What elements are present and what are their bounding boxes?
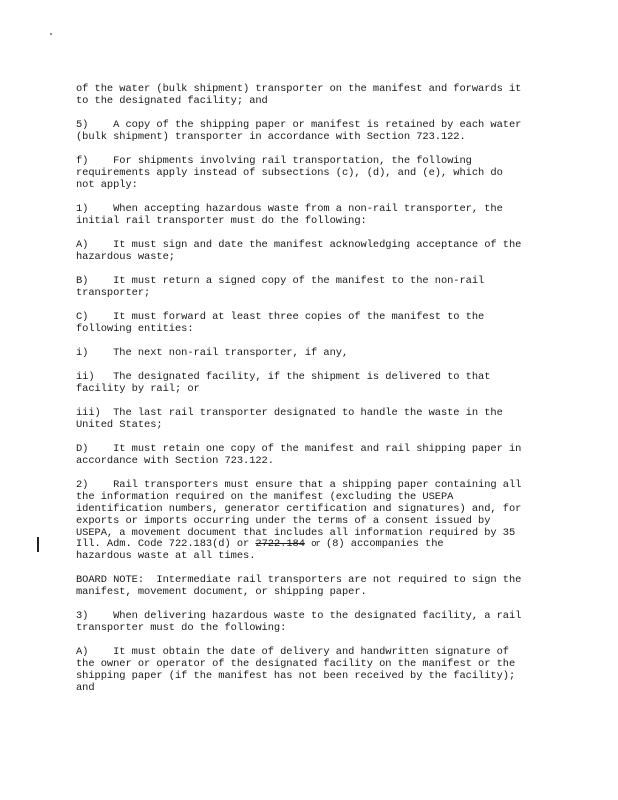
struck-text: 2722.184 <box>255 538 305 550</box>
paragraph-5: 5) A copy of the shipping paper or manifest is retained by each water (bulk shipment) transporter in accordance with Section 723.122. <box>76 119 522 143</box>
board-note: BOARD NOTE: Intermediate rail transporters are not required to sign the manifest, movement document, or shipping paper. <box>76 574 522 598</box>
paragraph-f-2: 2) Rail transporters must ensure that a shipping paper containing all the information required on the manifest (excluding the USEPA identification numbers, generator certification and signatures) and, for exports or imports occurring under the terms of a consent issued by USEPA, a movement document that includes all information required by 35 <box>76 479 522 539</box>
inserted-text: or <box>311 539 320 549</box>
paragraph-f-2-last-line: hazardous waste at all times. <box>76 550 256 562</box>
paragraph-f-1-c-ii: ii) The designated facility, if the shipment is delivered to that facility by rail; or <box>76 371 491 395</box>
paragraph-f-1-c-i: i) The next non-rail transporter, if any, <box>76 347 349 359</box>
paragraph-f: f) For shipments involving rail transportation, the following requirements apply instead of subsections (c), (d), and (e), which do not apply: <box>76 155 503 191</box>
paragraph-f-1-b: B) It must return a signed copy of the manifest to the non-rail transporter; <box>76 275 485 299</box>
paragraph-f-3-a: A) It must obtain the date of delivery and handwritten signature of the owner or operator of the designated facility on the manifest or the shipping paper (if the manifest has not been received by the facility); and <box>76 646 516 694</box>
revision-change-bar <box>37 537 39 552</box>
scan-speck <box>50 33 52 35</box>
paragraph-f-1: 1) When accepting hazardous waste from a non-rail transporter, the initial rail transporter must do the following: <box>76 203 503 227</box>
amended-line-start: Ill. Adm. Code 722.183(d) or <box>76 538 256 550</box>
paragraph-f-1-d: D) It must retain one copy of the manifest and rail shipping paper in accordance with Section 723.122. <box>76 443 522 467</box>
paragraph-f-3: 3) When delivering hazardous waste to the designated facility, a rail transporter must do the following: <box>76 610 522 634</box>
amended-line-after: (8) accompanies the <box>319 538 444 550</box>
paragraph-f-1-a: A) It must sign and date the manifest acknowledging acceptance of the hazardous waste; <box>76 239 522 263</box>
paragraph-f-1-c-iii: iii) The last rail transporter designated to handle the waste in the United States; <box>76 407 503 431</box>
paragraph-continuation: of the water (bulk shipment) transporter on the manifest and forwards it to the designated facility; and <box>76 83 522 107</box>
paragraph-f-1-c: C) It must forward at least three copies of the manifest to the following entities: <box>76 311 485 335</box>
